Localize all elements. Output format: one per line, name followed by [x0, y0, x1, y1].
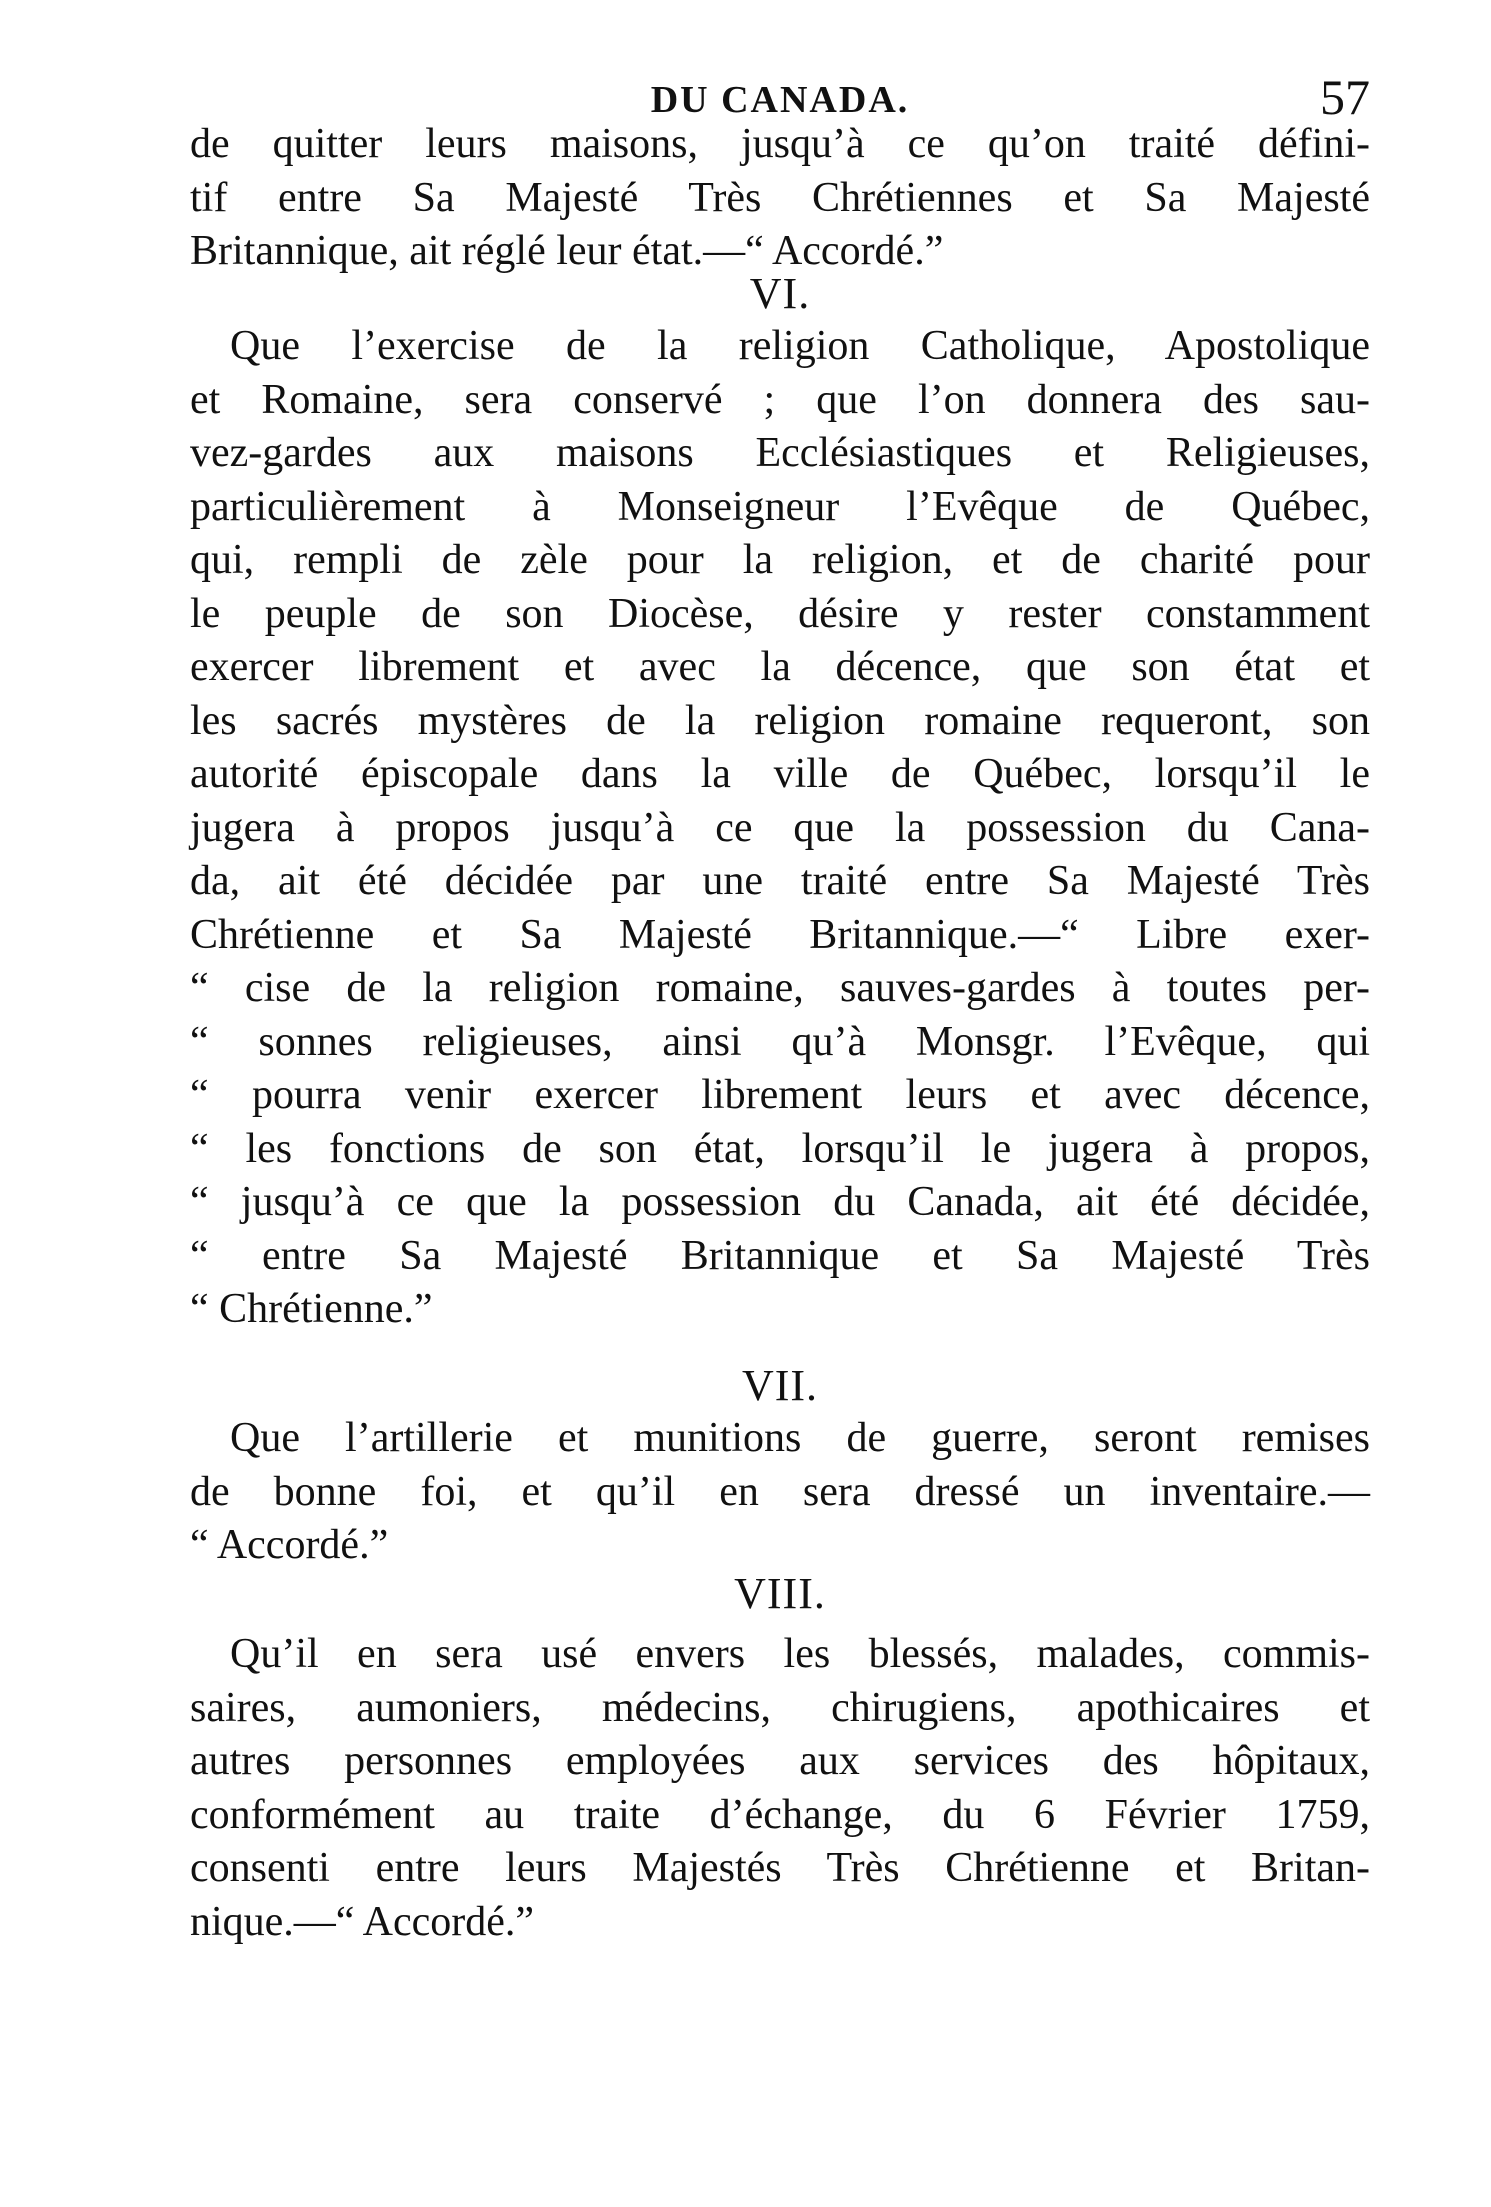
- text-line: nique.—“ Accordé.”: [190, 1898, 535, 1945]
- article-heading-viii: VIII.: [734, 1569, 826, 1618]
- text-line: Chrétienne et Sa Majesté Britannique.—“ Libre exer-: [190, 911, 1370, 958]
- article-vi-paragraph: [190, 320, 1370, 1337]
- text-line: “ jusqu’à ce que la possession du Canada, ait été décidée,: [190, 1179, 1370, 1225]
- text-line: “ Chrétienne.”: [190, 1286, 433, 1332]
- text-line: “ sonnes religieuses, ainsi qu’à Monsgr. l’Evêque, qui: [190, 1018, 1370, 1065]
- text-line: qui, rempli de zèle pour la religion, et de charité pour: [190, 537, 1370, 583]
- text-line: Britannique, ait réglé leur état.—“ Accordé.”: [190, 228, 944, 274]
- text-line: particulièrement à Monseigneur l’Evêque de Québec,: [190, 483, 1370, 530]
- text-line: autorité épiscopale dans la ville de Québec, lorsqu’il le: [190, 751, 1370, 797]
- article-viii-paragraph: [190, 1628, 1370, 1949]
- text-line: autres personnes employées aux services des hôpitaux,: [190, 1738, 1370, 1784]
- page-number: 57: [1320, 69, 1370, 125]
- text-line: “ cise de la religion romaine, sauves-gardes à toutes per-: [190, 965, 1370, 1011]
- text-line: de quitter leurs maisons, jusqu’à ce qu’on traité défini-: [190, 121, 1370, 167]
- text-line: le peuple de son Diocèse, désire y rester constamment: [190, 590, 1370, 637]
- article-heading-vii: VII.: [741, 1361, 819, 1410]
- text-line: et Romaine, sera conservé ; que l’on donnera des sau-: [190, 376, 1370, 423]
- text-line: conformément au traite d’échange, du 6 Février 1759,: [190, 1791, 1370, 1838]
- text-line: consenti entre leurs Majestés Très Chrétienne et Britan-: [190, 1845, 1370, 1891]
- text-line: Que l’artillerie et munitions de guerre, seront remises: [230, 1415, 1370, 1461]
- text-line: jugera à propos jusqu’à ce que la possession du Cana-: [190, 804, 1370, 851]
- text-line: les sacrés mystères de la religion romaine requeront, son: [190, 697, 1370, 744]
- text-line: exercer librement et avec la décence, que son état et: [190, 644, 1370, 690]
- text-line: tif entre Sa Majesté Très Chrétiennes et Sa Majesté: [190, 174, 1370, 221]
- text-line: de bonne foi, et qu’il en sera dressé un inventaire.—: [190, 1468, 1370, 1515]
- text-line: “ les fonctions de son état, lorsqu’il le jugera à propos,: [190, 1125, 1370, 1172]
- running-title: DU CANADA.: [650, 79, 910, 121]
- intro-paragraph: [190, 118, 1370, 279]
- text-line: saires, aumoniers, médecins, chirugiens, apothicaires et: [190, 1684, 1370, 1731]
- text-line: Qu’il en sera usé envers les blessés, malades, commis-: [230, 1631, 1370, 1677]
- text-line: da, ait été décidée par une traité entre Sa Majesté Très: [190, 858, 1370, 904]
- text-line: vez-gardes aux maisons Ecclésiastiques et Religieuses,: [190, 430, 1370, 476]
- text-line: “ Accordé.”: [190, 1522, 389, 1568]
- article-heading-vi: VI.: [749, 269, 811, 318]
- text-line: Que l’exercise de la religion Catholique, Apostolique: [230, 323, 1370, 369]
- text-line: “ entre Sa Majesté Britannique et Sa Majesté Très: [190, 1232, 1370, 1279]
- article-vii-paragraph: [190, 1412, 1370, 1573]
- text-line: “ pourra venir exercer librement leurs et avec décence,: [190, 1072, 1370, 1118]
